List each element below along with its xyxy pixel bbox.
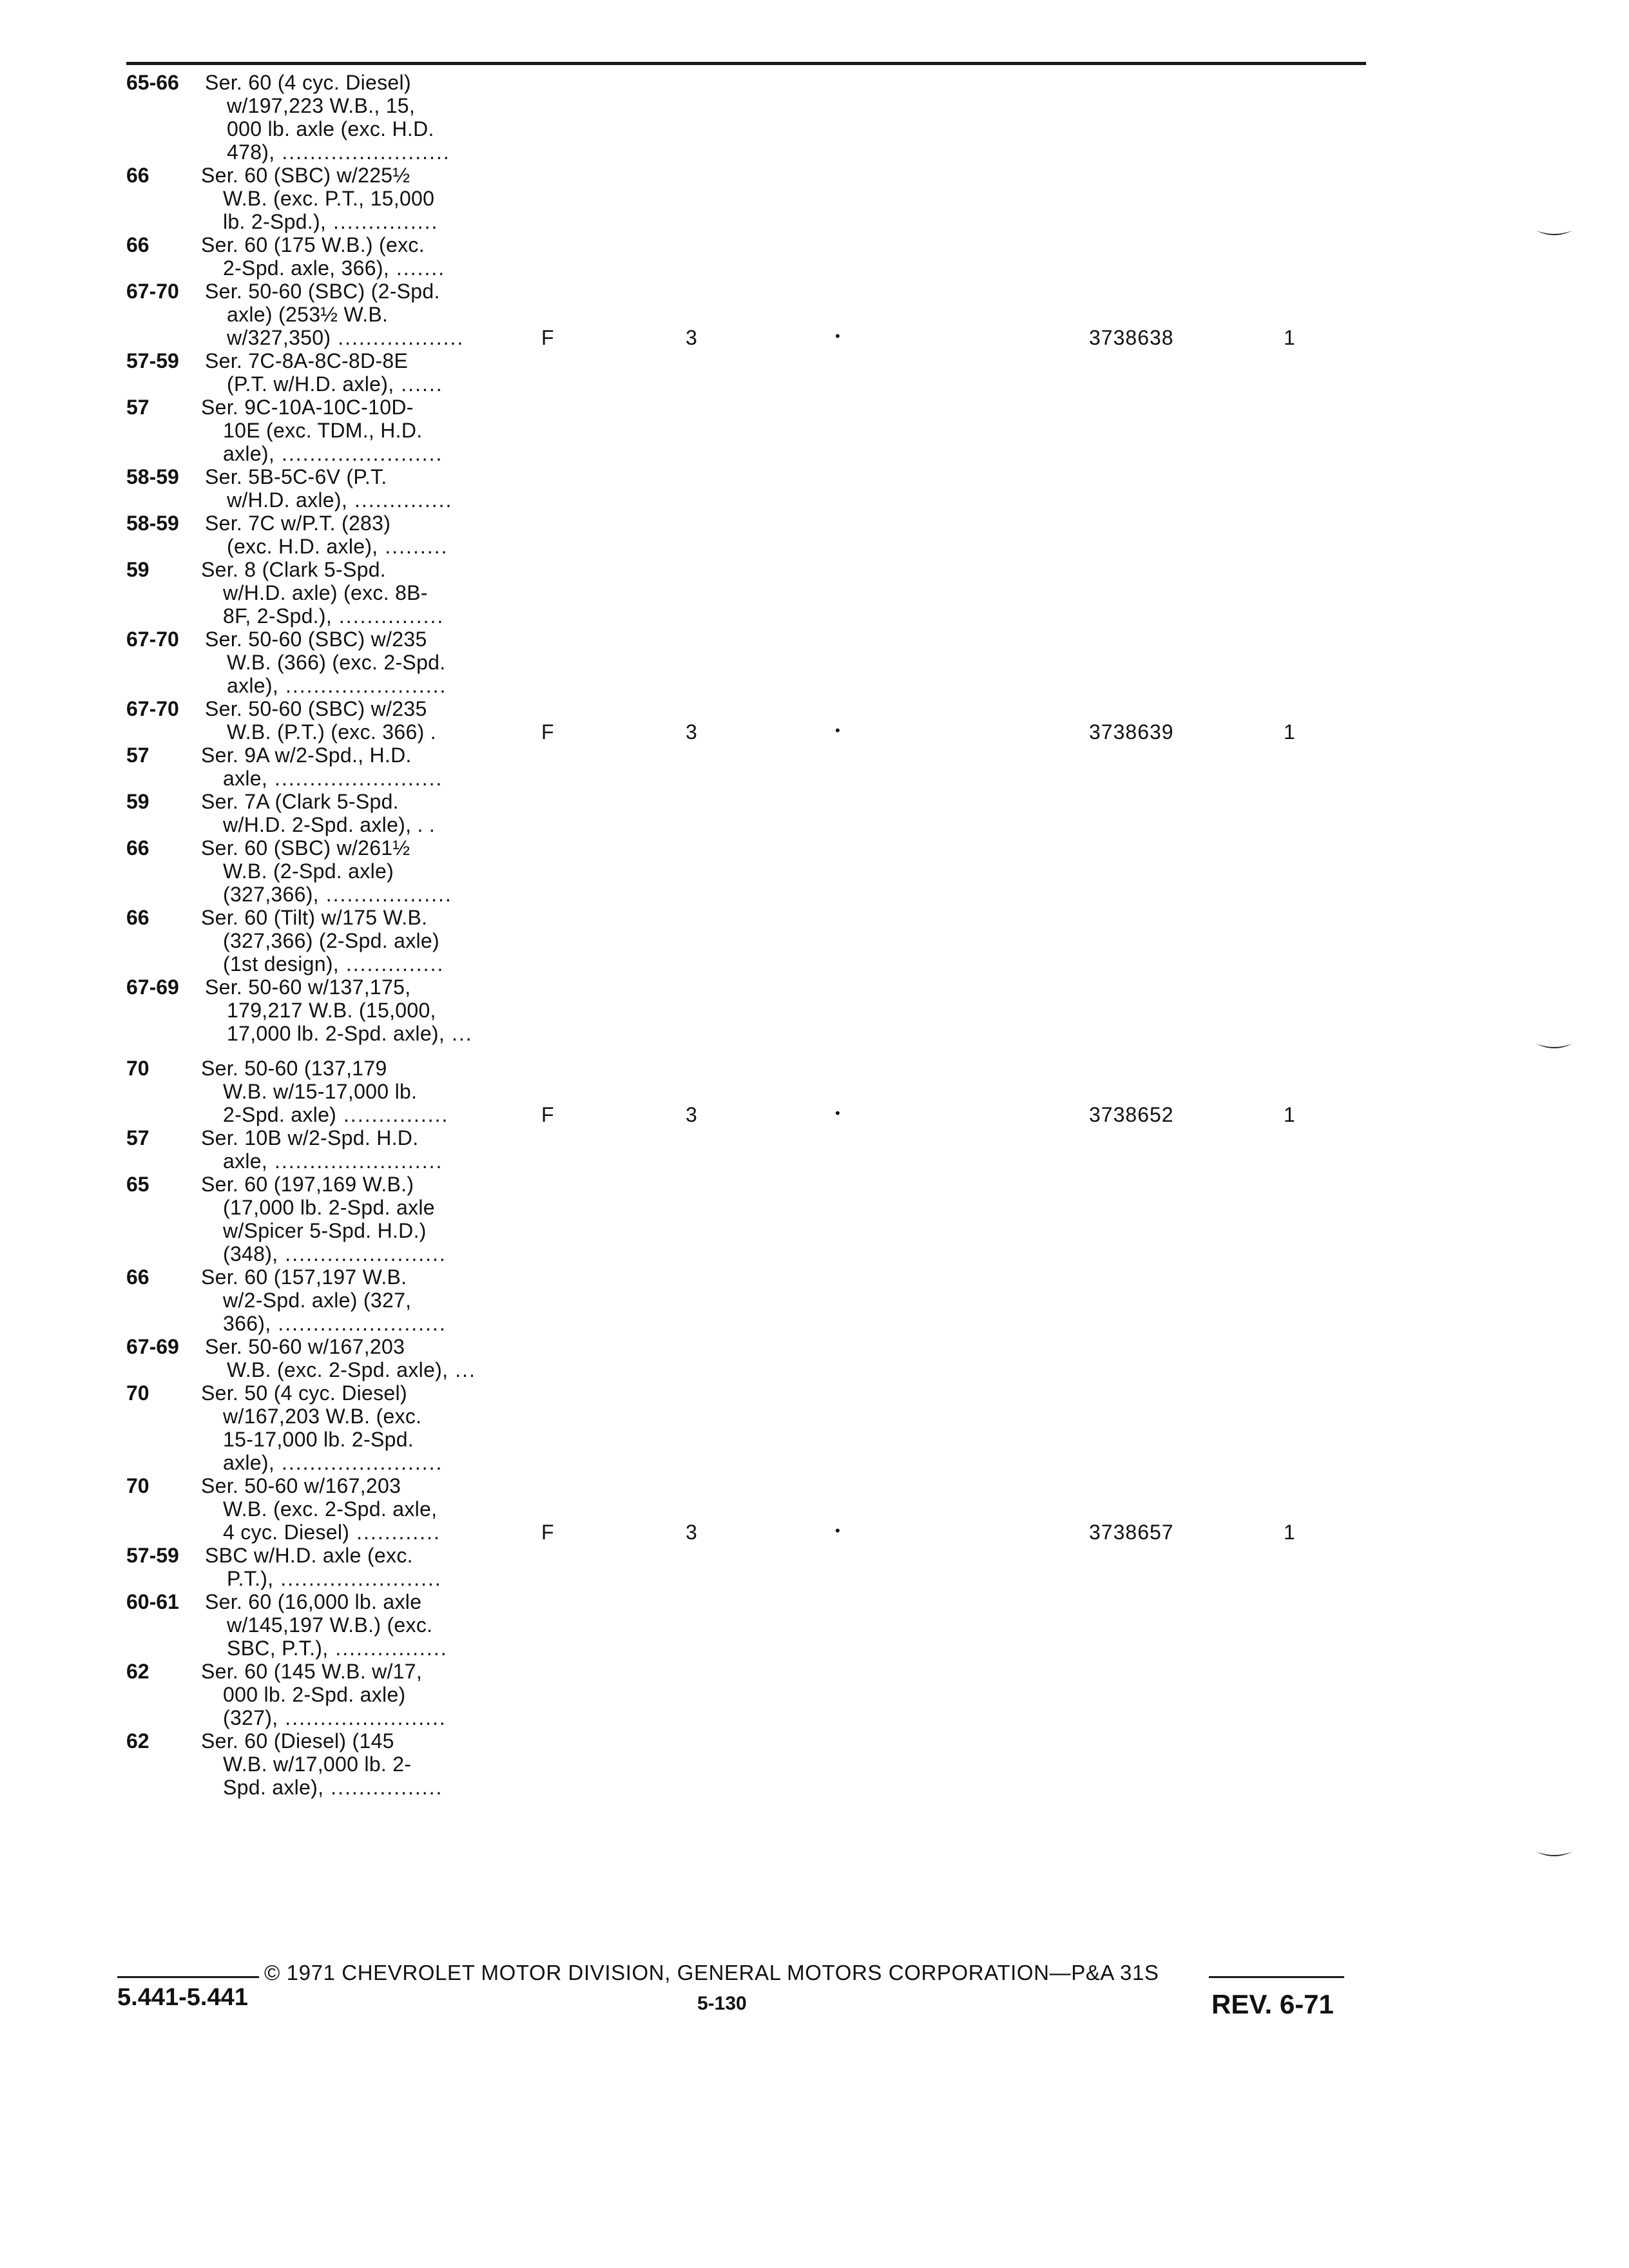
description-text: Ser. 50-60 w/167,203 (201, 1474, 401, 1497)
column-marker: • (835, 1105, 841, 1121)
model-years: 70 (126, 1381, 149, 1405)
description-text: axle), (223, 442, 275, 465)
description-text: 15-17,000 lb. 2-Spd. (223, 1428, 414, 1451)
application-description (201, 1474, 478, 1544)
description-text: W.B. (exc. 2-Spd. axle), (227, 1358, 448, 1381)
model-years: 65 (126, 1173, 149, 1196)
description-line (201, 1219, 478, 1242)
application-description (205, 628, 482, 697)
description-text: SBC w/H.D. axle (exc. (205, 1544, 413, 1567)
model-years: 66 (126, 906, 149, 929)
description-text: Ser. 9A w/2-Spd., H.D. (201, 744, 412, 767)
description-line (205, 488, 482, 512)
description-line (201, 813, 478, 836)
column-group: 3 (686, 326, 698, 349)
description-text: W.B. (exc. 2-Spd. axle, (223, 1497, 438, 1521)
description-line (201, 836, 478, 860)
leader-dots: ............... (326, 210, 439, 233)
description-text: 000 lb. axle (exc. H.D. (227, 117, 434, 140)
description-text: W.B. (exc. P.T., 15,000 (223, 187, 435, 210)
description-text: lb. 2-Spd.), (223, 210, 327, 233)
model-years: 57 (126, 744, 149, 767)
description-line (201, 164, 478, 187)
model-years: 67-70 (126, 628, 179, 651)
application-description (201, 1057, 478, 1126)
description-line (205, 674, 482, 697)
description-text: Ser. 7A (Clark 5-Spd. (201, 790, 399, 813)
description-text: Ser. 50-60 (SBC) w/235 (205, 628, 427, 651)
leader-dots: .............. (347, 488, 453, 512)
description-line (205, 1590, 482, 1613)
leader-dots: ............... (336, 1103, 449, 1126)
model-years: 67-70 (126, 280, 179, 303)
application-description (205, 975, 482, 1045)
model-years: 62 (126, 1660, 149, 1683)
description-line (205, 372, 482, 396)
leader-dots: ....................... (278, 1706, 447, 1729)
description-line (201, 604, 478, 628)
leader-dots: ....... (389, 256, 446, 280)
leader-dots: ............... (332, 604, 445, 628)
leader-dots: ....................... (275, 442, 443, 465)
description-line (205, 117, 482, 140)
description-text: Ser. 60 (16,000 lb. axle (205, 1590, 422, 1613)
description-text: w/167,203 W.B. (exc. (223, 1405, 422, 1428)
page-number: 5-130 (697, 1993, 747, 2014)
description-text: 8F, 2-Spd.), (223, 604, 333, 628)
description-line (201, 767, 478, 790)
description-line (201, 1521, 478, 1544)
application-description (201, 164, 478, 233)
description-text: w/Spicer 5-Spd. H.D.) (223, 1219, 427, 1242)
description-text: 2-Spd. axle, 366), (223, 256, 389, 280)
model-years: 57 (126, 396, 149, 419)
description-line (201, 1497, 478, 1521)
description-line (205, 280, 482, 303)
quantity: 1 (1284, 326, 1296, 349)
application-description (205, 1590, 482, 1660)
leader-dots: ...... (394, 372, 443, 396)
application-description (205, 465, 482, 512)
model-years: 57-59 (126, 1544, 179, 1567)
description-line (201, 1776, 478, 1799)
description-line (201, 581, 478, 604)
description-line (205, 535, 482, 558)
description-text: w/2-Spd. axle) (327, (223, 1289, 412, 1312)
model-years: 66 (126, 233, 149, 256)
description-line (205, 465, 482, 488)
model-years: 66 (126, 836, 149, 860)
description-line (201, 1289, 478, 1312)
footer-rule-right (1209, 1976, 1344, 1978)
description-text: Ser. 10B w/2-Spd. H.D. (201, 1126, 419, 1149)
model-years: 65-66 (126, 71, 179, 94)
leader-dots: .................. (331, 326, 465, 349)
leader-dots: ....................... (273, 1567, 442, 1590)
description-line (205, 1022, 482, 1045)
description-line (205, 1567, 482, 1590)
application-description (201, 396, 478, 465)
description-text: Ser. 7C-8A-8C-8D-8E (205, 349, 409, 372)
leader-dots: ... (445, 1022, 473, 1045)
application-description (201, 1126, 478, 1173)
description-text: P.T.), (227, 1567, 274, 1590)
description-text: 2-Spd. axle) (223, 1103, 337, 1126)
description-text: w/327,350) (227, 326, 331, 349)
description-line (201, 1080, 478, 1103)
leader-dots: .................. (318, 883, 452, 906)
description-text: W.B. (366) (exc. 2-Spd. (227, 651, 446, 674)
column-group: 3 (686, 720, 698, 744)
description-text: W.B. w/15-17,000 lb. (223, 1080, 418, 1103)
model-years: 58-59 (126, 465, 179, 488)
description-text: W.B. (2-Spd. axle) (223, 860, 394, 883)
description-line (201, 419, 478, 442)
top-rule (126, 62, 1366, 65)
description-line (201, 558, 478, 581)
description-text: (1st design), (223, 952, 339, 975)
model-years: 57 (126, 1126, 149, 1149)
description-text: Ser. 9C-10A-10C-10D- (201, 396, 414, 419)
description-text: Ser. 5B-5C-6V (P.T. (205, 465, 387, 488)
model-years: 59 (126, 558, 149, 581)
description-text: Ser. 50-60 (SBC) w/235 (205, 697, 427, 720)
model-years: 67-69 (126, 1335, 179, 1358)
description-text: (348), (223, 1242, 278, 1265)
description-line (205, 71, 482, 94)
leader-dots: ... (448, 1358, 476, 1381)
description-text: w/H.D. 2-Spd. axle), . . (223, 813, 436, 836)
model-years: 58-59 (126, 512, 179, 535)
description-text: axle) (253½ W.B. (227, 303, 389, 326)
model-years: 70 (126, 1057, 149, 1080)
description-text: Ser. 8 (Clark 5-Spd. (201, 558, 386, 581)
description-line (205, 349, 482, 372)
description-text: axle), (227, 674, 279, 697)
part-number: 3738639 (1089, 720, 1174, 744)
description-text: Ser. 60 (145 W.B. w/17, (201, 1660, 423, 1683)
description-line (205, 303, 482, 326)
copyright-notice: © 1971 CHEVROLET MOTOR DIVISION, GENERAL MOTORS CORPORATION—P&A 31S (264, 1961, 1159, 1984)
description-text: Ser. 7C w/P.T. (283) (205, 512, 391, 535)
column-group: 3 (686, 1521, 698, 1544)
application-description (201, 233, 478, 280)
description-line (205, 628, 482, 651)
quantity: 1 (1284, 1521, 1296, 1544)
model-years: 59 (126, 790, 149, 813)
model-years: 62 (126, 1729, 149, 1753)
description-text: Ser. 50-60 (137,179 (201, 1057, 387, 1080)
part-number: 3738657 (1089, 1521, 1174, 1544)
leader-dots: ............ (349, 1521, 441, 1544)
application-description (201, 836, 478, 906)
application-description (205, 697, 482, 744)
application-description (205, 512, 482, 558)
description-text: 4 cyc. Diesel) (223, 1521, 350, 1544)
description-text: Spd. axle), (223, 1776, 324, 1799)
description-line (201, 1173, 478, 1196)
description-text: axle), (223, 1451, 275, 1474)
revision-label: REV. 6-71 (1211, 1989, 1334, 2019)
description-text: axle, (223, 1149, 268, 1173)
description-text: w/H.D. axle), (227, 488, 348, 512)
description-line (205, 720, 482, 744)
description-line (205, 651, 482, 674)
description-text: w/145,197 W.B.) (exc. (227, 1613, 433, 1637)
description-text: (P.T. w/H.D. axle), (227, 372, 394, 396)
description-line (205, 1335, 482, 1358)
model-years: 57-59 (126, 349, 179, 372)
description-line (205, 1358, 482, 1381)
description-text: (327), (223, 1706, 278, 1729)
description-text: w/H.D. axle) (exc. 8B- (223, 581, 428, 604)
description-line (201, 1474, 478, 1497)
margin-mark (1535, 228, 1574, 240)
application-description (201, 906, 478, 975)
description-line (201, 1126, 478, 1149)
description-line (201, 1103, 478, 1126)
leader-dots: ................ (323, 1776, 443, 1799)
description-line (201, 1265, 478, 1289)
description-text: Ser. 60 (157,197 W.B. (201, 1265, 407, 1289)
quantity: 1 (1284, 1103, 1296, 1126)
section-code: 5.441-5.441 (117, 1984, 248, 2011)
quantity: 1 (1284, 720, 1296, 744)
leader-dots: ................ (328, 1637, 448, 1660)
description-text: Ser. 60 (197,169 W.B.) (201, 1173, 414, 1196)
column-code: F (541, 326, 555, 349)
column-marker: • (835, 1523, 841, 1539)
description-text: Ser. 60 (4 cyc. Diesel) (205, 71, 411, 94)
description-text: (exc. H.D. axle), (227, 535, 378, 558)
description-line (201, 1381, 478, 1405)
description-line (201, 883, 478, 906)
application-description (205, 349, 482, 396)
description-line (201, 952, 478, 975)
column-code: F (541, 1521, 555, 1544)
model-years: 66 (126, 164, 149, 187)
description-line (201, 1660, 478, 1683)
leader-dots: .............. (338, 952, 445, 975)
description-line (205, 1613, 482, 1637)
description-text: 478), (227, 140, 275, 164)
description-text: Ser. 60 (175 W.B.) (exc. (201, 233, 425, 256)
description-text: Ser. 50 (4 cyc. Diesel) (201, 1381, 407, 1405)
description-line (201, 233, 478, 256)
part-number: 3738638 (1089, 326, 1174, 349)
description-text: SBC, P.T.), (227, 1637, 329, 1660)
description-text: axle, (223, 767, 268, 790)
description-line (201, 1729, 478, 1753)
application-description (201, 1729, 478, 1799)
description-line (201, 210, 478, 233)
column-marker: • (835, 722, 841, 738)
description-line (201, 1242, 478, 1265)
description-text: (327,366), (223, 883, 319, 906)
application-description (201, 558, 478, 628)
description-line (201, 256, 478, 280)
description-line (201, 1428, 478, 1451)
application-description (201, 1660, 478, 1729)
description-text: (327,366) (2-Spd. axle) (223, 929, 439, 952)
leader-dots: ....................... (275, 1451, 443, 1474)
description-line (205, 697, 482, 720)
description-text: Ser. 50-60 w/167,203 (205, 1335, 405, 1358)
description-line (205, 999, 482, 1022)
description-text: (17,000 lb. 2-Spd. axle (223, 1196, 435, 1219)
model-years: 67-70 (126, 697, 179, 720)
leader-dots: ........................ (267, 767, 443, 790)
leader-dots: ....................... (278, 674, 447, 697)
description-line (201, 1057, 478, 1080)
description-text: W.B. (P.T.) (exc. 366) . (227, 720, 436, 744)
description-text: Ser. 60 (Diesel) (145 (201, 1729, 394, 1753)
description-line (201, 906, 478, 929)
description-line (201, 442, 478, 465)
description-line (205, 94, 482, 117)
description-line (201, 1405, 478, 1428)
column-code: F (541, 720, 555, 744)
description-text: W.B. w/17,000 lb. 2- (223, 1753, 412, 1776)
description-line (201, 929, 478, 952)
application-description (201, 1173, 478, 1265)
description-line (205, 326, 482, 349)
leader-dots: ........................ (275, 140, 450, 164)
description-line (201, 1149, 478, 1173)
application-description (205, 280, 482, 349)
description-line (205, 1637, 482, 1660)
model-years: 66 (126, 1265, 149, 1289)
leader-dots: ....................... (278, 1242, 447, 1265)
column-group: 3 (686, 1103, 698, 1126)
description-text: 17,000 lb. 2-Spd. axle), (227, 1022, 445, 1045)
description-line (201, 1312, 478, 1335)
part-number: 3738652 (1089, 1103, 1174, 1126)
application-description (201, 744, 478, 790)
description-line (205, 975, 482, 999)
application-description (205, 1544, 482, 1590)
description-text: 10E (exc. TDM., H.D. (223, 419, 423, 442)
description-text: 179,217 W.B. (15,000, (227, 999, 436, 1022)
description-line (205, 512, 482, 535)
description-line (201, 396, 478, 419)
description-line (201, 1683, 478, 1706)
description-text: Ser. 60 (SBC) w/261½ (201, 836, 410, 860)
description-text: 366), (223, 1312, 271, 1335)
description-line (201, 1706, 478, 1729)
description-text: Ser. 60 (SBC) w/225½ (201, 164, 410, 187)
description-line (201, 860, 478, 883)
leader-dots: ........................ (267, 1149, 443, 1173)
application-description (205, 1335, 482, 1381)
description-line (201, 744, 478, 767)
margin-mark (1535, 1849, 1574, 1861)
column-marker: • (835, 328, 841, 344)
description-line (201, 1196, 478, 1219)
description-line (201, 1753, 478, 1776)
description-text: w/197,223 W.B., 15, (227, 94, 416, 117)
margin-mark (1535, 1041, 1574, 1053)
leader-dots: ........................ (271, 1312, 447, 1335)
description-text: Ser. 50-60 (SBC) (2-Spd. (205, 280, 440, 303)
application-description (201, 1265, 478, 1335)
description-line (205, 140, 482, 164)
description-text: Ser. 60 (Tilt) w/175 W.B. (201, 906, 428, 929)
description-text: 000 lb. 2-Spd. axle) (223, 1683, 406, 1706)
model-years: 67-69 (126, 975, 179, 999)
description-line (201, 790, 478, 813)
description-line (205, 1544, 482, 1567)
description-line (201, 1451, 478, 1474)
footer-rule-left (117, 1976, 259, 1978)
model-years: 70 (126, 1474, 149, 1497)
model-years: 60-61 (126, 1590, 179, 1613)
column-code: F (541, 1103, 555, 1126)
application-description (201, 790, 478, 836)
leader-dots: ......... (378, 535, 448, 558)
application-description (201, 1381, 478, 1474)
application-description (205, 71, 482, 164)
description-line (201, 187, 478, 210)
description-text: Ser. 50-60 w/137,175, (205, 975, 411, 999)
